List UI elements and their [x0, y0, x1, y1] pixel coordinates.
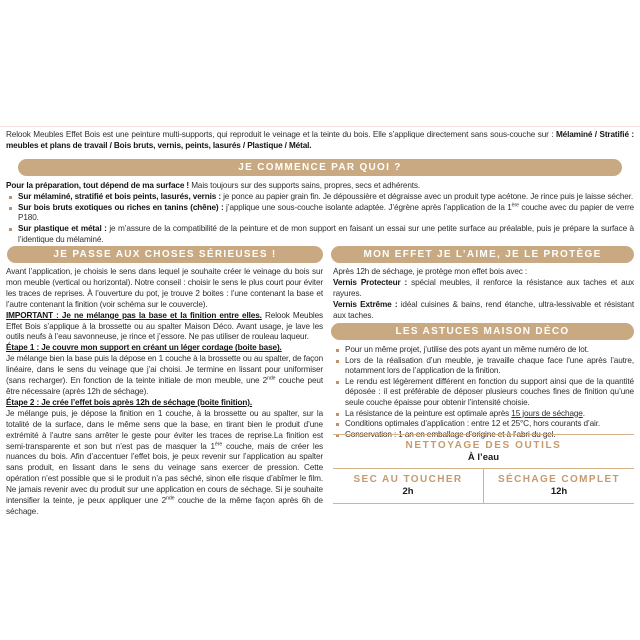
drying-complete-label: SÉCHAGE COMPLET [497, 474, 621, 485]
list-item-text: Lors de la réalisation d’un meuble, je travaille chaque face l’une après l’autre, notamment lors de l’application de la finition. [345, 355, 634, 376]
list-item [333, 356, 634, 377]
cleaning-drying-table [333, 434, 634, 504]
step2-title: Étape 2 : Je crée l’effet bois après 12h de séchage (boite finition). [6, 397, 253, 407]
section-header-serious: JE PASSE AUX CHOSES SÉRIEUSES ! [7, 246, 323, 263]
cleaning-row [333, 434, 634, 469]
list-item [6, 203, 634, 225]
bullet-icon [9, 207, 12, 210]
list-item [6, 224, 634, 246]
protect-section [333, 267, 634, 322]
drying-complete-cell [483, 469, 634, 503]
cleaning-title: NETTOYAGE DES OUTILS [405, 440, 562, 451]
section-header-protect: MON EFFET JE L’AIME, JE LE PROTÈGE [331, 246, 634, 263]
step2-body: Je mélange puis, je dépose la finition en 1 couche, à la brossette ou au spalter, sur la totalité de la surface, dans le même sens que la base, en tirant bien le produit d’une extrémité à l’autre sans arrêter le geste pour éviter les traces de reprise.La finition est semi-transparente et son but n’est pas de masquer la 1ère couche, mais de créer les nuances du bois. Afin d’accentuer l’effet bois, je peux revenir sur l’application au spalter sans produit, en lissant dans le sens du veinage sans exercer de pression. Cette opération n’est possible que si le produit n’a pas séché, sinon elle risque d’abîmer le film. Ne jamais revenir avec du produit sur une application en cours de séchage. Si je souhaite intensifier la teinte, je peux appliquer une 2nde couche de la même façon après 6h de séchage. [6, 408, 323, 516]
application-section [6, 267, 323, 518]
list-item [333, 419, 634, 430]
application-paragraph: Avant l’application, je choisis le sens dans lequel je souhaite créer le veinage du bois sur mon meuble (vertical ou horizontal). Notre conseil : choisir le sens le plus court pour éviter les traces de reprises. À l’ouverture du pot, je trouve 2 boites : l’une contenant la base et l’autre contenant la finition (voir schéma sur le couvercle). [6, 267, 323, 309]
intro-paragraph: Relook Meubles Effet Bois est une peinture multi-supports, qui reproduit le veinage et la teinte du bois. Elle s’applique directement sans sous-couche sur : Mélaminé / Stratifié : meubles et plans de travail / Bois bruts, vernis, peints, lasurés / Plastique / Métal. [6, 130, 635, 150]
bullet-icon [336, 349, 339, 352]
drying-touch-label: SEC AU TOUCHER [353, 474, 463, 485]
list-item-text: Conditions optimales d’application : entre 12 et 25°C, hors courants d’air. [345, 419, 601, 429]
bullet-icon [9, 196, 12, 199]
varnish-extreme: Vernis Extrême : idéal cuisines & bains, rend étanche, ultra-lessivable et résistant aux taches. [333, 299, 634, 320]
bullet-icon [336, 423, 339, 426]
bullet-icon [9, 228, 12, 231]
step1-title: Étape 1 : Je couvre mon support en créant un léger cordage (boite base). [6, 343, 282, 353]
bullet-icon [336, 381, 339, 384]
drying-touch-value: 2h [402, 486, 414, 497]
cleaning-value: À l’eau [467, 452, 500, 463]
varnish-protecteur: Vernis Protecteur : spécial meubles, il renforce la résistance aux taches et aux rayures. [333, 277, 634, 298]
step1-body: Je mélange bien la base puis la dépose en 1 couche à la brossette ou au spalter, de façon linéaire, dans le sens du veinage que j’ai choisi. Je termine en lissant pour uniformiser (sans recharger). En fonction de la teinte initiale de mon meuble, une 2nde couche peut être nécessaire (après 12h de séchage). [6, 354, 323, 396]
preparation-section [6, 181, 634, 246]
cut-mark-line [0, 126, 640, 127]
list-item-text: Le rendu est légèrement différent en fonction du support ainsi que de la quantité déposée : il est préférable de déposer plusieurs couches fines de finition qu’une seule couche épaisse pour obtenir l’intensité choisie. [345, 376, 634, 407]
list-item-text: Sur bois bruts exotiques ou riches en tanins (chêne) : j’applique une sous-couche isolante adaptée. J’égrène après l’application de la 1ère couche avec du papier de verre P180. [18, 201, 634, 223]
list-item-text: Conservation : 1 an en emballage d’origine et à l’abri du gel. [345, 429, 556, 439]
bullet-icon [336, 360, 339, 363]
list-item [333, 345, 634, 356]
list-item [6, 192, 634, 203]
list-item-text: Pour un même projet, j’utilise des pots ayant un même numéro de lot. [345, 345, 589, 354]
list-item-text: La résistance de la peinture est optimale après 15 jours de séchage. [345, 408, 585, 418]
tips-section [333, 345, 634, 440]
list-item-text: Sur plastique et métal : je m’assure de la compatibilité de la peinture et de mon support en faisant un essai sur une petite surface au préalable, puis je prépare la surface à l’identique du mélaminé. [18, 224, 634, 244]
list-item [333, 409, 634, 420]
drying-row [333, 469, 634, 504]
bullet-icon [336, 413, 339, 416]
section-header-tips: LES ASTUCES MAISON DÉCO [331, 323, 634, 340]
drying-touch-cell [333, 469, 483, 503]
preparation-lead: Pour la préparation, tout dépend de ma surface ! Mais toujours sur des supports sains, propres, secs et adhérents. [6, 181, 421, 190]
drying-complete-value: 12h [550, 486, 568, 497]
list-item [333, 377, 634, 409]
section-header-start: JE COMMENCE PAR QUOI ? [18, 159, 622, 176]
protect-lead: Après 12h de séchage, je protège mon effet bois avec : [333, 267, 528, 276]
important-paragraph: IMPORTANT : Je ne mélange pas la base et la finition entre elles. Relook Meubles Effet Bois s’applique à la brossette ou au spalter Maison Déco. Avant usage, je lave les outils neufs à l’eau savonneuse, je rince et j’essore. Ne pas utiliser de rouleau laqueur. [6, 310, 324, 342]
list-item-text: Sur mélaminé, stratifié et bois peints, lasurés, vernis : je ponce au papier grain fin. Je dépoussière et dégraisse avec un produit type acétone. Je rince puis je laisse sécher. [18, 191, 634, 201]
